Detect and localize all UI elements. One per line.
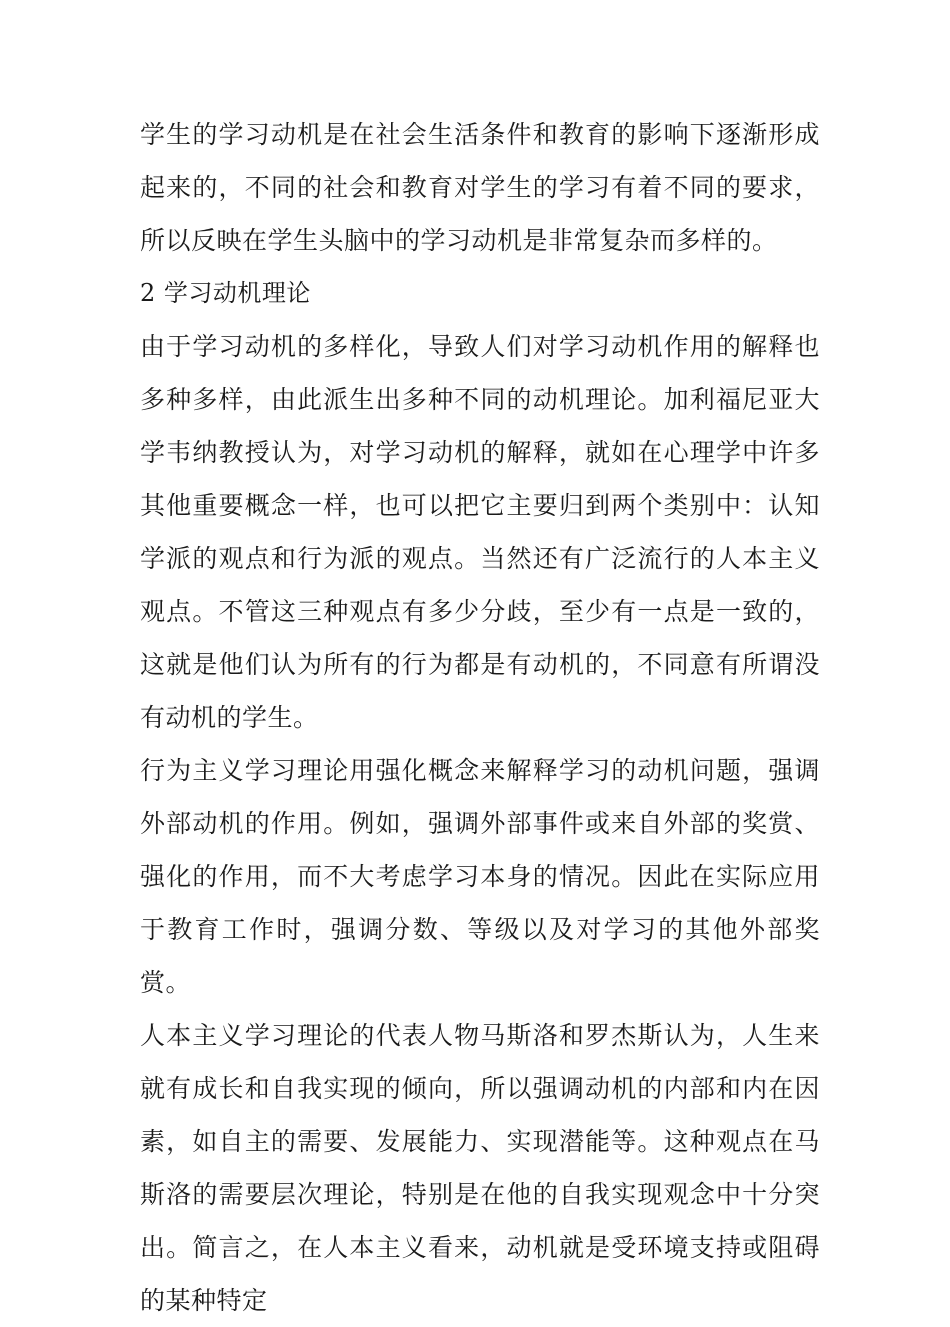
paragraph-motivation-origin: 学生的学习动机是在社会生活条件和教育的影响下逐渐形成起来的，不同的社会和教育对学生的学习有着不同的要求，所以反映在学生头脑中的学习动机是非常复杂而多样的。 (140, 120, 820, 255)
paragraph-behaviorist-theory: 行为主义学习理论用强化概念来解释学习的动机问题，强调外部动机的作用。例如，强调外部事件或来自外部的奖赏、强化的作用，而不大考虑学习本身的情况。因此在实际应用于教育工作时，强调分数、等级以及对学习的其他外部奖赏。 (140, 756, 820, 997)
section-heading-learning-motivation-theory: 2 学习动机理论 (140, 279, 311, 307)
paragraph-motivation-theories-overview: 由于学习动机的多样化，导致人们对学习动机作用的解释也多种多样，由此派生出多种不同的动机理论。加利福尼亚大学韦纳教授认为，对学习动机的解释，就如在心理学中许多其他重要概念一样，也可以把它主要归到两个类别中：认知学派的观点和行为派的观点。当然还有广泛流行的人本主义观点。不管这三种观点有多少分歧，至少有一点是一致的，这就是他们认为所有的行为都是有动机的，不同意有所谓没有动机的学生。 (140, 332, 820, 732)
document-body (140, 108, 820, 1327)
paragraph-humanistic-theory: 人本主义学习理论的代表人物马斯洛和罗杰斯认为，人生来就有成长和自我实现的倾向，所以强调动机的内部和内在因素，如自主的需要、发展能力、实现潜能等。这种观点在马斯洛的需要层次理论，特别是在他的自我实现观念中十分突出。简言之，在人本主义看来，动机就是受环境支持或阻碍的某种特定 (140, 1021, 820, 1315)
